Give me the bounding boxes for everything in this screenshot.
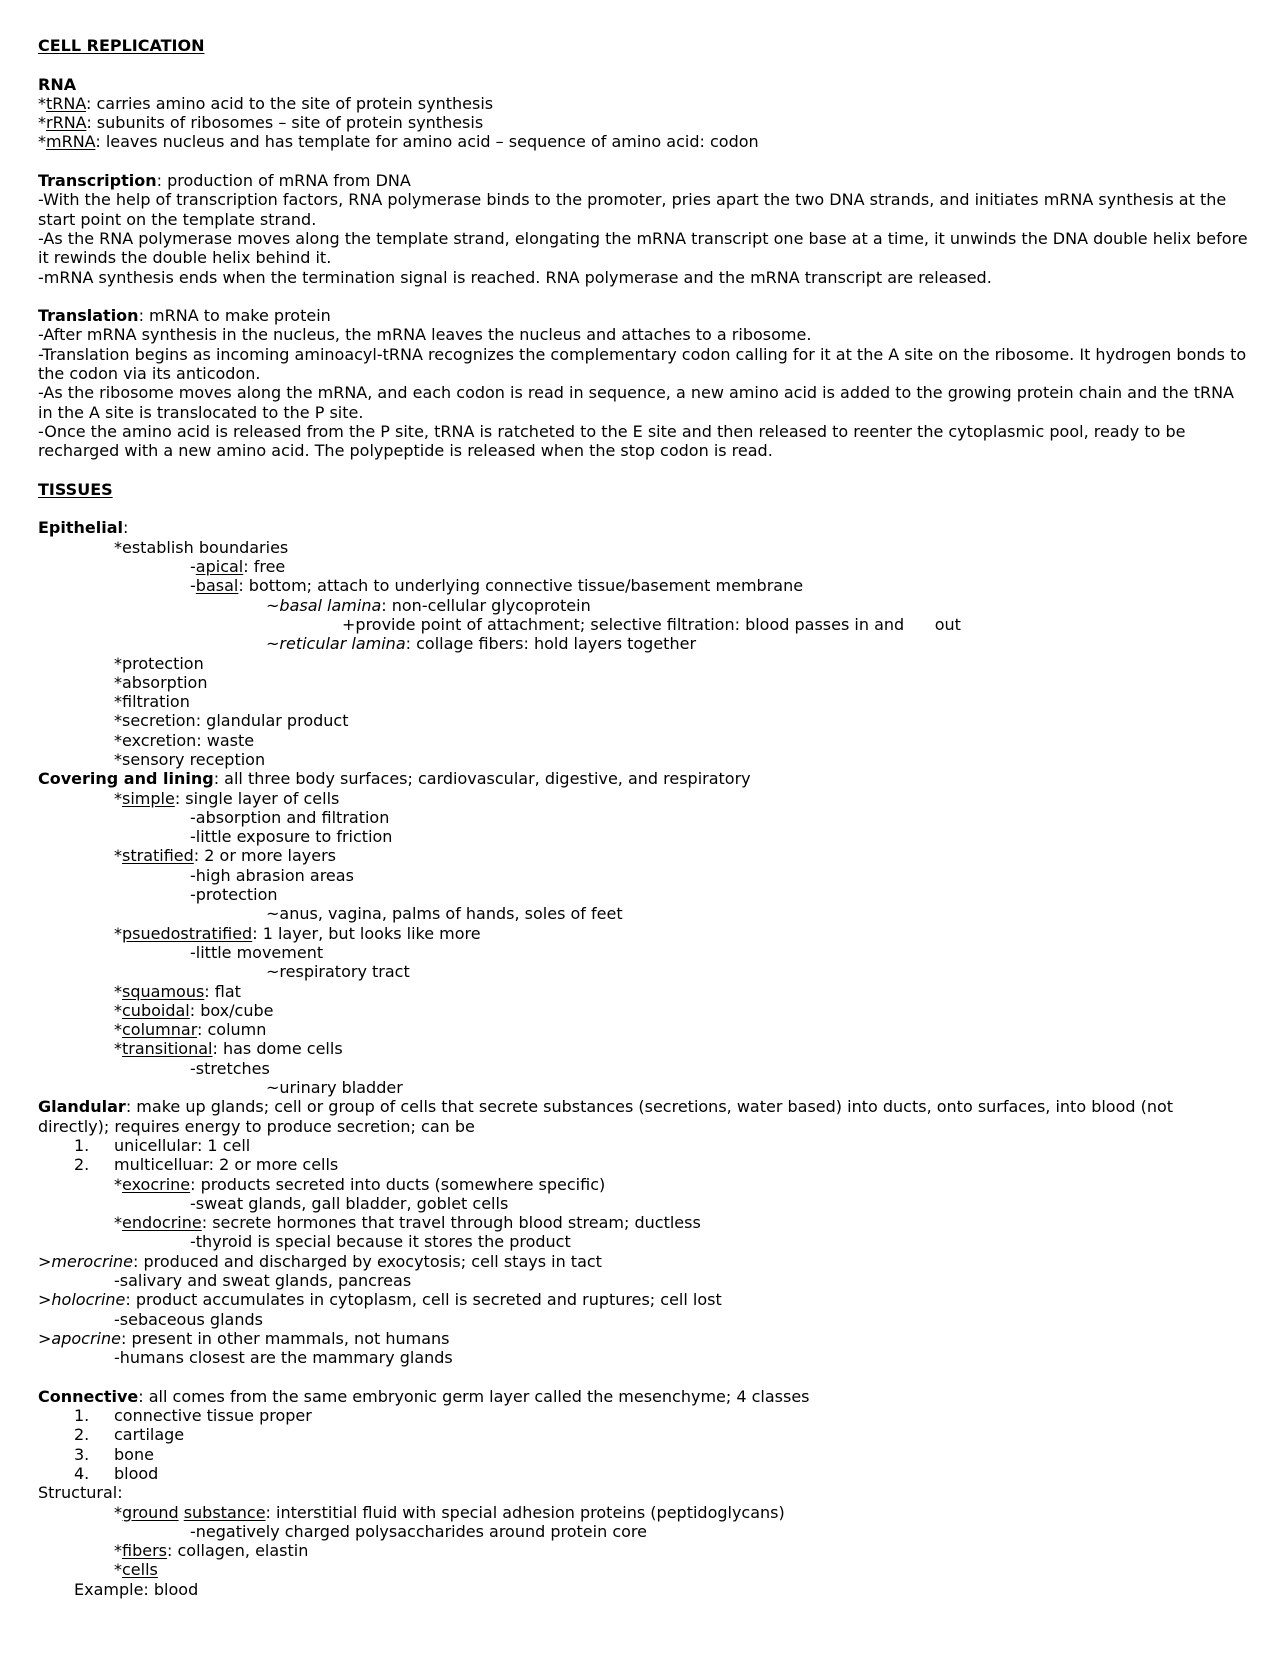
columnar-text: : column (197, 1020, 267, 1040)
spacer (38, 287, 1248, 306)
item-number: 2. (74, 1155, 90, 1175)
reticular-lamina-text: : collage fibers: hold layers together (405, 634, 697, 654)
transcription-term: Transcription (38, 171, 157, 191)
numbered-item (38, 1136, 1248, 1155)
holocrine-line (38, 1290, 1248, 1309)
list-item: -thyroid is special because it stores the product (190, 1232, 571, 1252)
columnar-line (38, 1020, 1248, 1039)
rna-heading: RNA (38, 74, 77, 94)
covering-def: : all three body surfaces; cardiovascular, digestive, and respiratory (213, 769, 751, 789)
paragraph: -As the RNA polymerase moves along the template strand, elongating the mRNA transcript one base at a time, it unwinds the DNA double helix before it rewinds the double helix behind it. (38, 228, 1253, 268)
glandular-term: Glandular (38, 1097, 126, 1117)
marker: > (38, 1290, 52, 1310)
numbered-item (38, 1155, 1248, 1174)
bullet: * (114, 1000, 122, 1020)
connective-def: : all comes from the same embryonic germ layer called the mesenchyme; 4 classes (138, 1386, 810, 1406)
document (38, 36, 1253, 1599)
list-item: -stretches (190, 1058, 270, 1078)
marker: > (38, 1328, 52, 1348)
list-item: -negatively charged polysaccharides around protein core (190, 1521, 647, 1541)
fibers-text: : collagen, elastin (167, 1541, 309, 1561)
bullet: * (38, 132, 46, 152)
holocrine-text: : product accumulates in cytoplasm, cell is secreted and ruptures; cell lost (125, 1290, 722, 1310)
bullet: * (114, 1020, 122, 1040)
bullet: * (114, 1541, 122, 1561)
apical-line (38, 557, 1248, 576)
dash: - (190, 576, 196, 596)
reticular-lamina-term: reticular lamina (279, 634, 406, 654)
bullet: * (114, 923, 122, 943)
spacer (38, 461, 1248, 480)
spacer (38, 152, 1248, 171)
list-item: *absorption (114, 672, 208, 692)
columnar-term: columnar (122, 1020, 197, 1040)
item-text: multicelluar: 2 or more cells (114, 1155, 339, 1175)
stratified-text: : 2 or more layers (193, 846, 336, 866)
item-number: 1. (74, 1406, 90, 1426)
epithelial-heading (38, 518, 1248, 537)
dash: - (190, 557, 196, 577)
psuedostratified-term: psuedostratified (122, 923, 253, 943)
translation-def: : mRNA to make protein (138, 306, 331, 326)
apical-text: : free (243, 557, 286, 577)
paragraph: -After mRNA synthesis in the nucleus, the mRNA leaves the nucleus and attaches to a ribosome. (38, 325, 812, 345)
fibers-term: fibers (122, 1541, 167, 1561)
basal-lamina-term: basal lamina (279, 595, 382, 615)
apocrine-text: : present in other mammals, not humans (120, 1328, 450, 1348)
spacer (38, 499, 1248, 518)
transitional-line (38, 1039, 1248, 1058)
list-item: -little movement (190, 942, 324, 962)
mrna-term: mRNA (46, 132, 96, 152)
cells-term: cells (122, 1560, 158, 1580)
bullet: * (114, 846, 122, 866)
mrna-text: : leaves nucleus and has template for amino acid – sequence of amino acid: codon (95, 132, 759, 152)
paragraph: -As the ribosome moves along the mRNA, and each codon is read in sequence, a new amino acid is added to the growing protein chain and the tRNA in the A site is translocated to the P site. (38, 383, 1240, 422)
colon: : (123, 518, 129, 538)
tilde: ~ (266, 634, 280, 654)
cuboidal-line (38, 1001, 1248, 1020)
covering-term: Covering and lining (38, 769, 214, 789)
bullet: * (114, 788, 122, 808)
trna-line (38, 94, 1248, 113)
list-item: -humans closest are the mammary glands (114, 1348, 453, 1368)
transitional-text: : has dome cells (212, 1039, 343, 1059)
exocrine-term: exocrine (122, 1174, 191, 1194)
holocrine-term: holocrine (51, 1290, 126, 1310)
item-number: 1. (74, 1135, 90, 1155)
list-item: *excretion: waste (114, 730, 255, 750)
connective-heading (38, 1387, 1248, 1406)
cuboidal-text: : box/cube (189, 1000, 274, 1020)
exocrine-text: : products secreted into ducts (somewhere specific) (190, 1174, 606, 1194)
cells-line (38, 1560, 1248, 1579)
glandular-heading (38, 1097, 1248, 1136)
translation-term: Translation (38, 306, 139, 326)
paragraph: -With the help of transcription factors, RNA polymerase binds to the promoter, pries apart the two DNA strands, and initiates mRNA synthesis at the start point on the template strand. (38, 190, 1232, 229)
item-text: unicellular: 1 cell (114, 1135, 251, 1155)
numbered-item (38, 1406, 1248, 1425)
numbered-item (38, 1445, 1248, 1464)
list-item: -high abrasion areas (190, 865, 354, 885)
paragraph: -Once the amino acid is released from the P site, tRNA is ratcheted to the E site and then released to reenter the cytoplasmic pool, ready to be recharged with a new amino acid. The polypeptide is released when the stop codon is read. (38, 421, 1191, 461)
list-item: -little exposure to friction (190, 827, 393, 847)
fibers-line (38, 1541, 1248, 1560)
bullet: * (38, 113, 46, 133)
stratified-line (38, 846, 1248, 865)
merocrine-line (38, 1252, 1248, 1271)
bullet: * (38, 93, 46, 113)
rrna-line (38, 113, 1248, 132)
numbered-item (38, 1464, 1248, 1483)
list-item: -absorption and filtration (190, 807, 390, 827)
squamous-term: squamous (122, 981, 205, 1001)
example-line: Example: blood (74, 1579, 199, 1599)
list-item: ~anus, vagina, palms of hands, soles of feet (266, 904, 623, 924)
spacer (38, 1367, 1248, 1386)
item-number: 3. (74, 1444, 90, 1464)
paragraph: -mRNA synthesis ends when the termination signal is reached. RNA polymerase and the mRNA transcript are released. (38, 267, 992, 287)
apocrine-line (38, 1329, 1248, 1348)
ground-term: ground (122, 1502, 179, 1522)
list-item: *filtration (114, 692, 190, 712)
exocrine-line (38, 1175, 1248, 1194)
transcription-def: : production of mRNA from DNA (156, 171, 411, 191)
list-item: -sebaceous glands (114, 1309, 263, 1329)
glandular-def: : make up glands; cell or group of cells that secrete substances (secretions, water based) into ducts, onto surfaces, into blood (not directly); requires energy to produce secretion; can be (38, 1097, 1179, 1136)
list-item: -salivary and sweat glands, pancreas (114, 1271, 412, 1290)
basal-line (38, 576, 1248, 595)
basal-lamina-text: : non-cellular glycoprotein (381, 595, 591, 615)
apical-term: apical (195, 557, 244, 577)
apocrine-term: apocrine (51, 1328, 121, 1348)
list-item: ~urinary bladder (266, 1078, 403, 1098)
reticular-lamina-line (38, 634, 1248, 653)
list-item: +provide point of attachment; selective filtration: blood passes in and out (342, 614, 961, 634)
basal-lamina-line (38, 596, 1248, 615)
list-item: *sensory reception (114, 749, 266, 769)
covering-heading (38, 769, 1248, 788)
simple-line (38, 789, 1248, 808)
endocrine-term: endocrine (122, 1213, 202, 1233)
squamous-line (38, 982, 1248, 1001)
rrna-text: : subunits of ribosomes – site of protein synthesis (86, 113, 484, 133)
spacer (38, 55, 1248, 74)
item-number: 4. (74, 1463, 90, 1483)
item-text: cartilage (114, 1425, 185, 1445)
simple-term: simple (122, 788, 175, 808)
connective-term: Connective (38, 1386, 139, 1406)
ground-substance-text: : interstitial fluid with special adhesion proteins (peptidoglycans) (265, 1502, 785, 1522)
basal-text: : bottom; attach to underlying connective tissue/basement membrane (238, 576, 804, 596)
paragraph: -Translation begins as incoming aminoacyl-tRNA recognizes the complementary codon calling for it at the A site on the ribosome. It hydrogen bonds to the codon via its anticodon. (38, 344, 1252, 384)
epithelial-term: Epithelial (38, 518, 124, 538)
squamous-text: : flat (204, 981, 241, 1001)
merocrine-text: : produced and discharged by exocytosis; cell stays in tact (133, 1251, 602, 1271)
item-text: blood (114, 1463, 159, 1483)
ground-substance-line (38, 1503, 1248, 1522)
cuboidal-term: cuboidal (122, 1000, 190, 1020)
marker: > (38, 1251, 52, 1271)
bullet: * (114, 1213, 122, 1233)
psuedostratified-text: : 1 layer, but looks like more (252, 923, 481, 943)
trna-text: : carries amino acid to the site of protein synthesis (86, 93, 494, 113)
list-item: *protection (114, 653, 204, 673)
basal-term: basal (195, 576, 239, 596)
merocrine-term: merocrine (51, 1251, 134, 1271)
translation-heading (38, 306, 1248, 325)
bullet: * (114, 1039, 122, 1059)
endocrine-text: : secrete hormones that travel through blood stream; ductless (201, 1213, 701, 1233)
trna-term: tRNA (46, 93, 87, 113)
mrna-line (38, 132, 1248, 151)
transcription-heading (38, 171, 1248, 190)
tilde: ~ (266, 595, 280, 615)
list-item: *secretion: glandular product (114, 711, 349, 731)
bullet: * (114, 1502, 122, 1522)
transitional-term: transitional (122, 1039, 213, 1059)
list-item: -sweat glands, gall bladder, goblet cells (190, 1193, 509, 1213)
numbered-item (38, 1425, 1248, 1444)
item-number: 2. (74, 1425, 90, 1445)
page-title: CELL REPLICATION (38, 36, 205, 55)
psuedostratified-line (38, 924, 1248, 943)
rrna-term: rRNA (46, 113, 87, 133)
item-text: connective tissue proper (114, 1406, 312, 1426)
substance-term: substance (183, 1502, 266, 1522)
structural-label: Structural: (38, 1483, 123, 1503)
bullet: * (114, 981, 122, 1001)
bullet: * (114, 1560, 122, 1580)
stratified-term: stratified (122, 846, 194, 866)
list-item: -protection (190, 885, 278, 905)
list-item: ~respiratory tract (266, 962, 410, 982)
simple-text: : single layer of cells (174, 788, 340, 808)
item-text: bone (114, 1444, 154, 1464)
section-title: TISSUES (38, 479, 113, 499)
list-item: *establish boundaries (114, 537, 289, 557)
endocrine-line (38, 1213, 1248, 1232)
bullet: * (114, 1174, 122, 1194)
